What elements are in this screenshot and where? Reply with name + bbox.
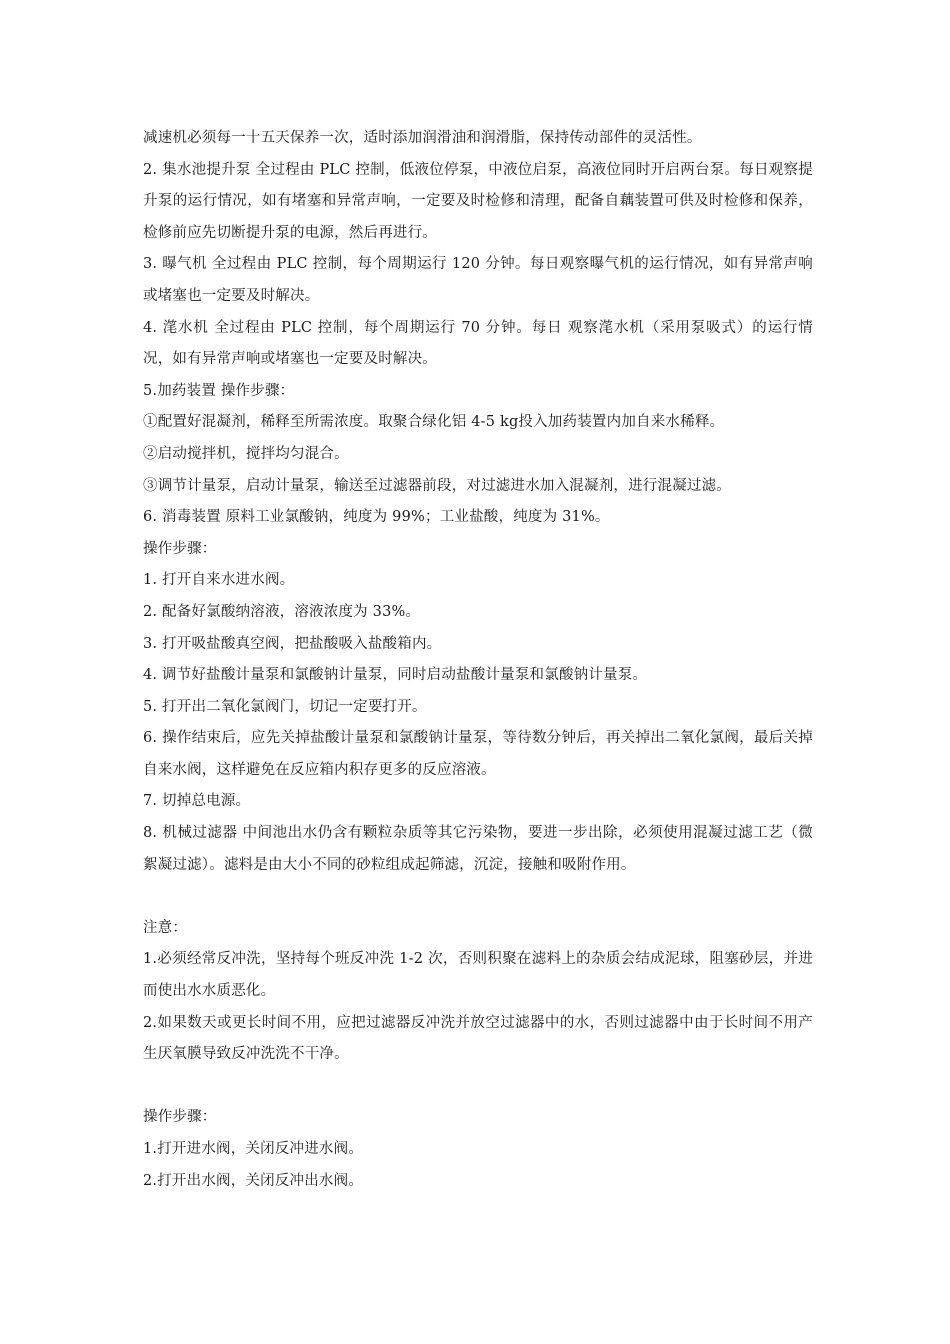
- heading-operation-steps: 操作步骤：: [143, 540, 217, 557]
- paragraph-decanter: 4. 滗水机 全过程由 PLC 控制，每个周期运行 70 分钟。每日 观察滗水机（采用泵吸式）的运行情况，如有异常声响或堵塞也一定要及时解决。: [143, 319, 813, 368]
- paragraph-disinfection-step-5: 5. 打开出二氧化氯阀门，切记一定要打开。: [143, 698, 427, 715]
- paragraph-dosing-step-3: ③调节计量泵，启动计量泵，输送至过滤器前段，对过滤进水加入混凝剂，进行混凝过滤。: [143, 477, 731, 494]
- blank-line: [143, 1071, 813, 1103]
- paragraph-disinfection-step-6: 6. 操作结束后，应先关掉盐酸计量泵和氯酸钠计量泵，等待数分钟后，再关掉出二氧化氯阀，最后关掉自来水阀，这样避免在反应箱内积存更多的反应溶液。: [143, 730, 813, 778]
- paragraph-disinfection: 6. 消毒装置 原料工业氯酸钠，纯度为 99%；工业盐酸，纯度为 31%。: [143, 509, 610, 526]
- paragraph-mechanical-filter: 8. 机械过滤器 中间池出水仍含有颗粒杂质等其它污染物，要进一步出除，必须使用混凝过滤工艺（微絮凝过滤）。滤料是由大小不同的砂粒组成起筛滤，沉淀，接触和吸附作用。: [143, 825, 813, 873]
- document-page: [143, 123, 813, 1197]
- paragraph-disinfection-step-4: 4. 调节好盐酸计量泵和氯酸钠计量泵，同时启动盐酸计量泵和氯酸钠计量泵。: [143, 667, 648, 684]
- paragraph-aerator: 3. 曝气机 全过程由 PLC 控制，每个周期运行 120 分钟。每日观察曝气机的运行情况，如有异常声响或堵塞也一定要及时解决。: [143, 256, 813, 304]
- heading-notes: 注意：: [143, 919, 188, 936]
- paragraph-disinfection-step-7: 7. 切掉总电源。: [143, 793, 251, 810]
- paragraph-note-1: 1.必须经常反冲洗，坚持每个班反冲洗 1-2 次，否则积聚在滤料上的杂质会结成泥球，阻塞砂层，并进而使出水水质恶化。: [143, 951, 813, 1000]
- paragraph-disinfection-step-1: 1. 打开自来水进水阀。: [143, 572, 295, 589]
- paragraph-sump-lift-pump: 2. 集水池提升泵 全过程由 PLC 控制，低液位停泵，中液位启泵，高液位同时开启两台泵。每日观察提升泵的运行情况，如有堵塞和异常声响，一定要及时检修和清理，配备自藕装置可供及时检修和保养，检修前应先切断提升泵的电源，然后再进行。: [143, 161, 813, 241]
- paragraph-disinfection-step-2: 2. 配备好氯酸纳溶液，溶液浓度为 33%。: [143, 603, 421, 620]
- paragraph-disinfection-step-3: 3. 打开吸盐酸真空阀，把盐酸吸入盐酸箱内。: [143, 635, 442, 652]
- paragraph-reducer-maintenance: 减速机必须每一十五天保养一次，适时添加润滑油和润滑脂，保持传动部件的灵活性。: [143, 130, 702, 146]
- paragraph-note-2: 2.如果数天或更长时间不用，应把过滤器反冲洗并放空过滤器中的水，否则过滤器中由于长时间不用产生厌氧膜导致反冲洗洗不干净。: [143, 1014, 813, 1063]
- paragraph-dosing-device: 5.加药装置 操作步骤：: [143, 382, 295, 399]
- blank-line: [143, 881, 813, 913]
- paragraph-dosing-step-1: ①配置好混凝剂，稀释至所需浓度。取聚合绿化铝 4-5 kg投入加药装置内加自来水稀释。: [143, 414, 725, 431]
- paragraph-filter-step-1: 1.打开进水阀，关闭反冲进水阀。: [143, 1141, 364, 1157]
- paragraph-filter-step-2: 2.打开出水阀，关闭反冲出水阀。: [143, 1172, 364, 1189]
- paragraph-dosing-step-2: ②启动搅拌机，搅拌均匀混合。: [143, 445, 349, 462]
- heading-filter-operation-steps: 操作步骤：: [143, 1109, 217, 1126]
